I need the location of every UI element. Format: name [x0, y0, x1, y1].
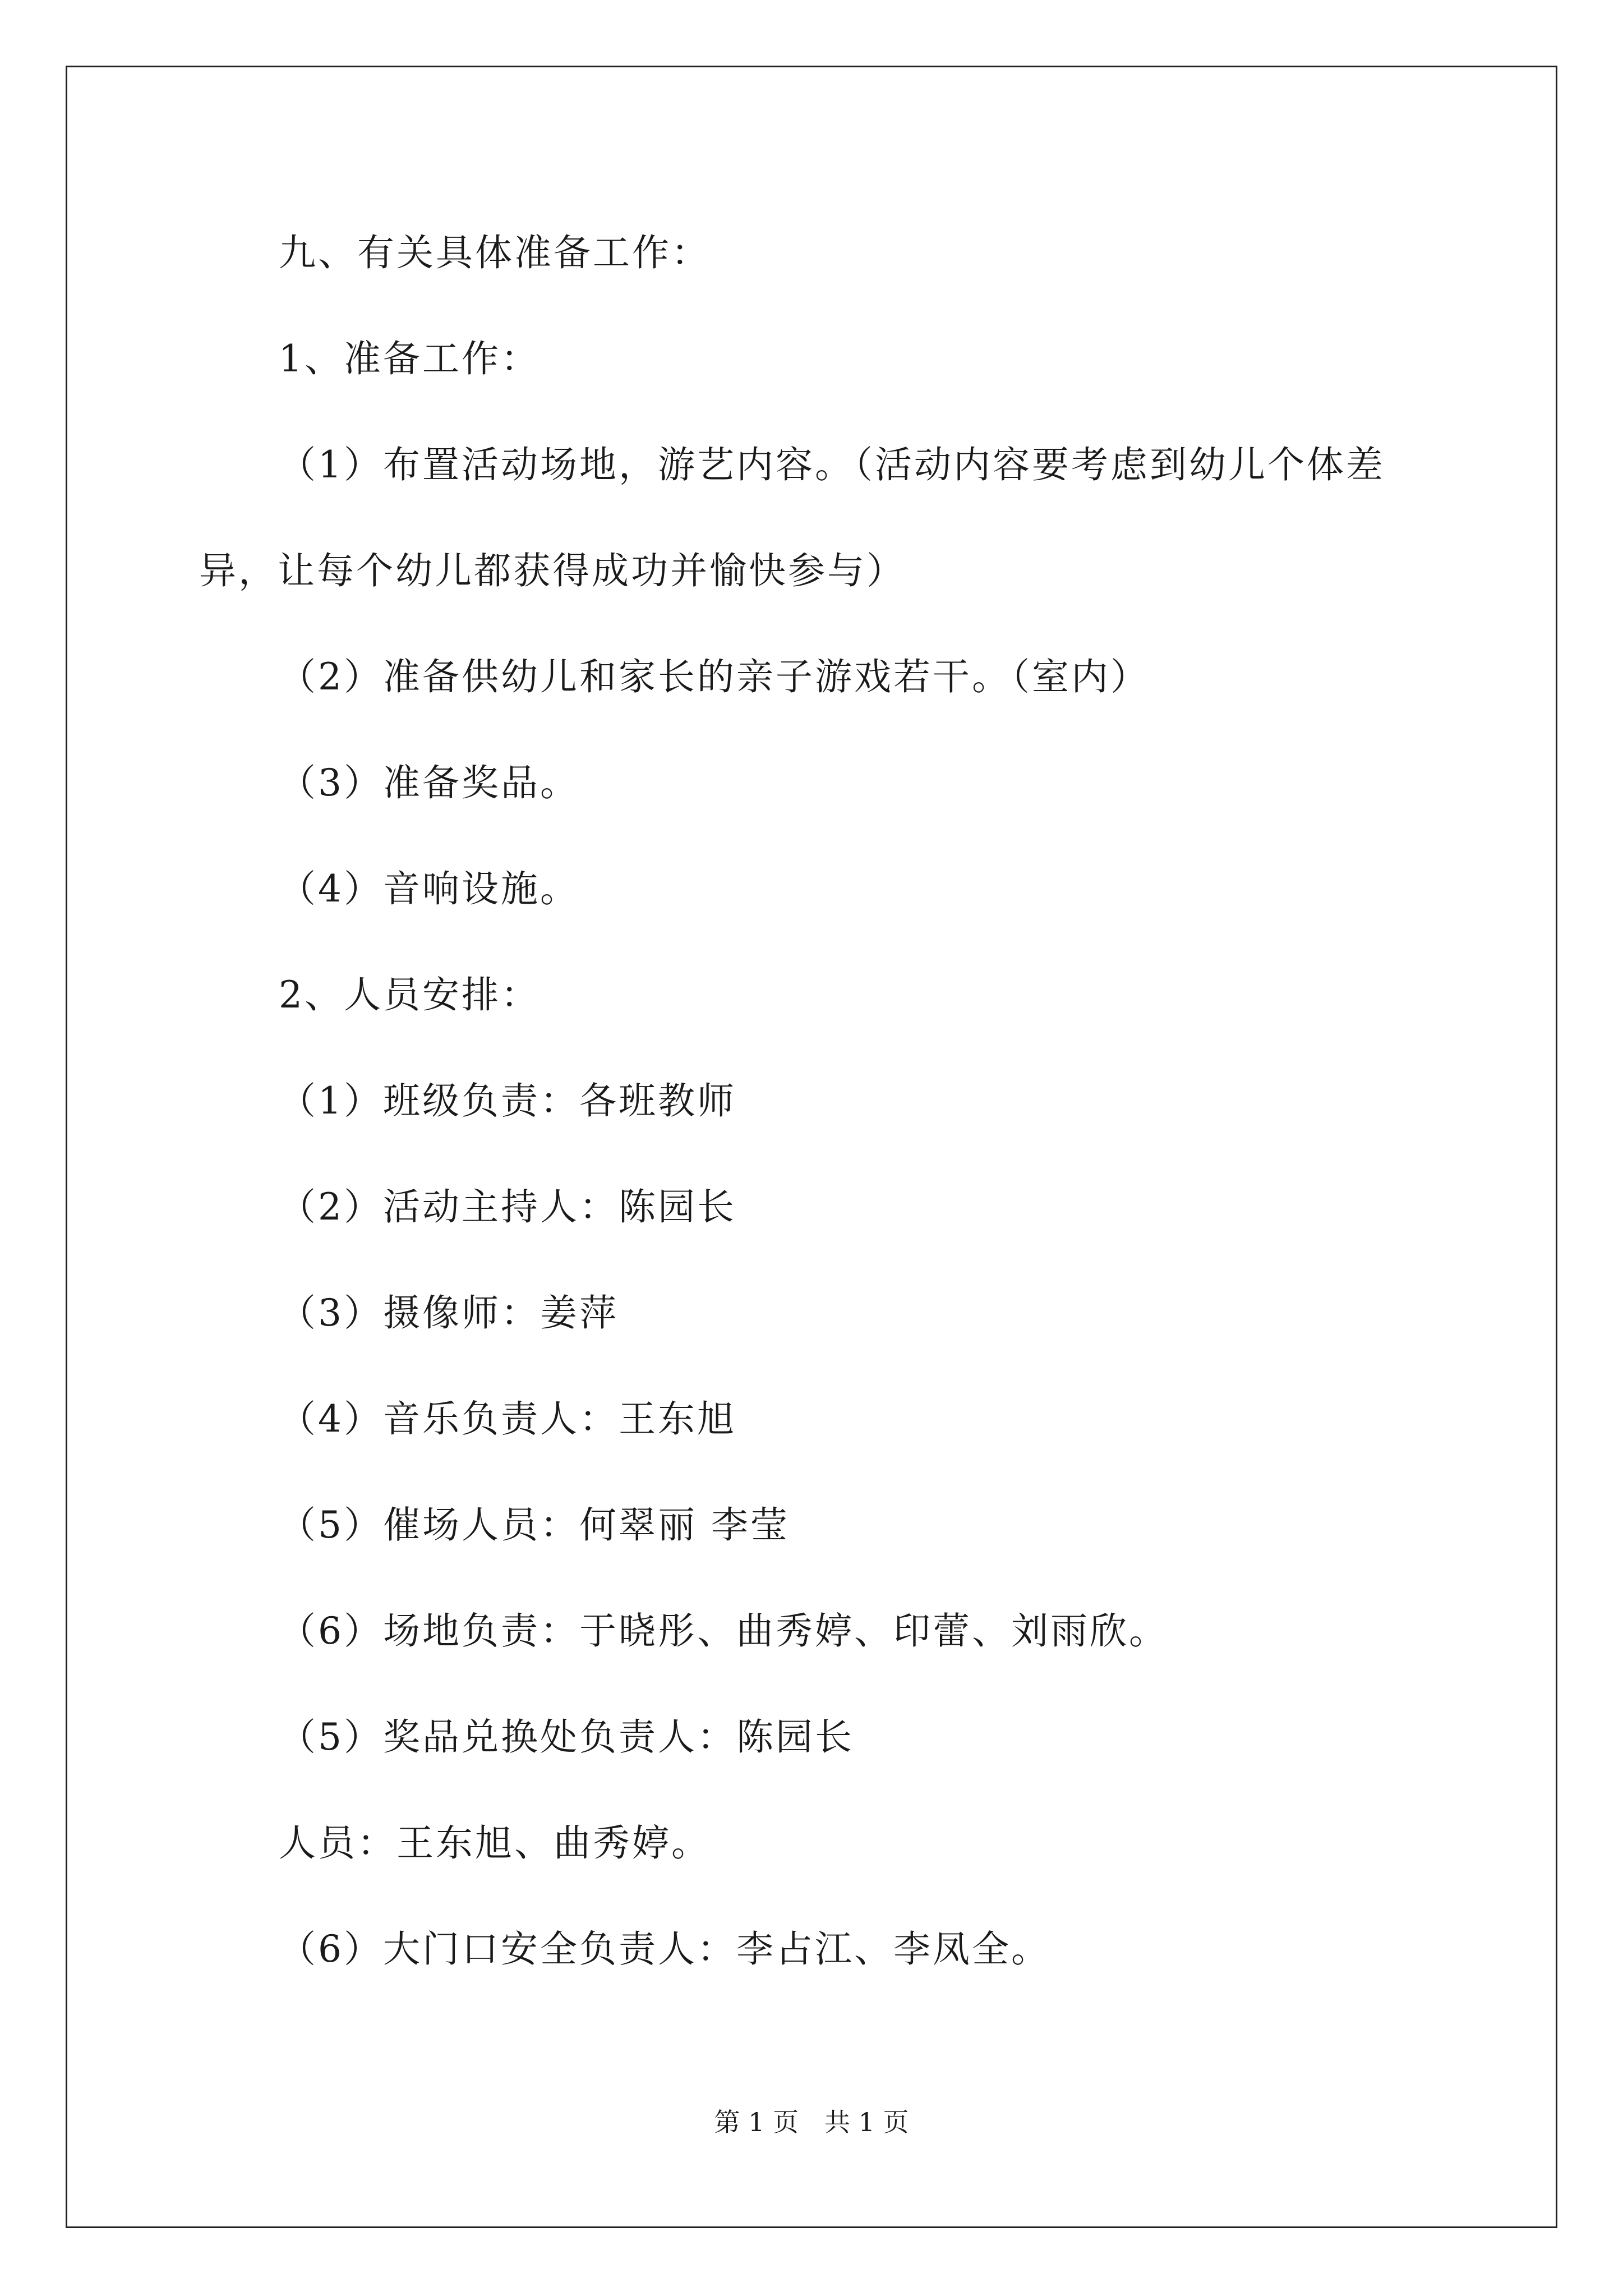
section-heading: 九、有关具体准备工作： — [279, 231, 711, 274]
subheading-preparation: 1、准备工作： — [279, 337, 540, 380]
paragraph-line: （5）催场人员：何翠丽 李莹 — [279, 1503, 790, 1547]
page-border — [66, 66, 1557, 2228]
paragraph-line: （2）活动主持人：陈园长 — [279, 1185, 736, 1228]
paragraph-line: （6）场地负责：于晓彤、曲秀婷、印蕾、刘雨欣。 — [279, 1609, 1168, 1653]
paragraph-line: （3）准备奖品。 — [279, 761, 579, 804]
paragraph-line: （4）音乐负责人：王东旭 — [279, 1397, 736, 1441]
paragraph-line-continued: 异，让每个幼儿都获得成功并愉快参与） — [199, 549, 906, 592]
paragraph-line: （6）大门口安全负责人：李占江、李凤全。 — [279, 1927, 1050, 1971]
paragraph-line: （5）奖品兑换处负责人：陈园长 — [279, 1715, 854, 1759]
paragraph-line: （2）准备供幼儿和家长的亲子游戏若干。（室内） — [279, 655, 1150, 698]
paragraph-line: （3）摄像师：姜萍 — [279, 1291, 619, 1335]
page-footer: 第 1 页 共 1 页 — [714, 2107, 909, 2137]
paragraph-line: （1）班级负责：各班教师 — [279, 1079, 736, 1122]
paragraph-line: （4）音响设施。 — [279, 867, 579, 910]
subheading-staffing: 2、人员安排： — [279, 973, 540, 1016]
paragraph-line: （1）布置活动场地，游艺内容。（活动内容要考虑到幼儿个体差 — [279, 443, 1385, 486]
paragraph-line: 人员：王东旭、曲秀婷。 — [279, 1821, 711, 1865]
